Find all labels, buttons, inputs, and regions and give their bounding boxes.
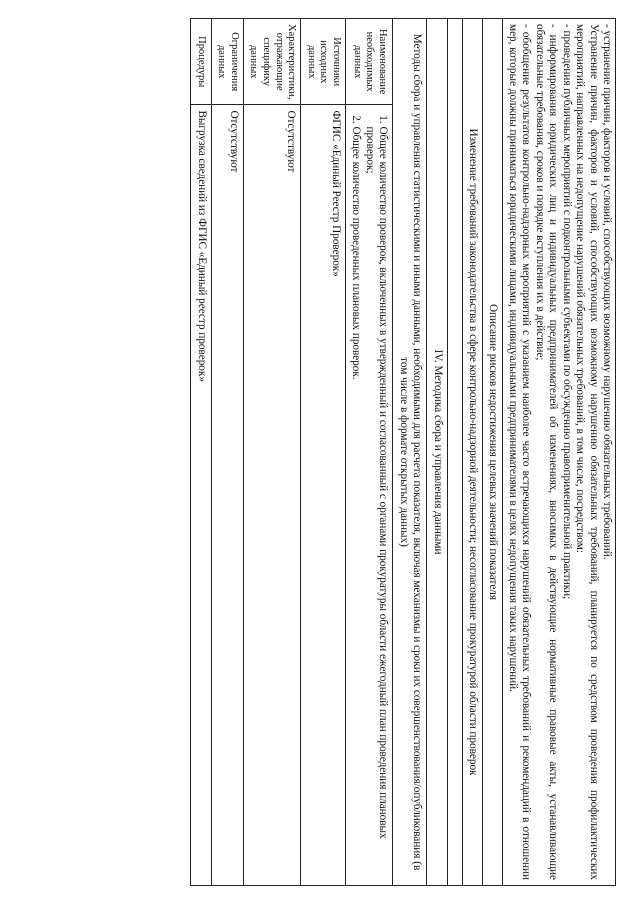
measures-cell <box>503 19 616 886</box>
section4-title: IV. Методика сбора и управления данными <box>427 19 447 886</box>
measures-line: Устранение причин, факторов и условий, способствующих возможному нарушению обязательных требований, планируется по средством проведения профилактических мероприятий, направленных на недопущение нарушений обязательных требований, в том числе, посредством: <box>574 24 600 880</box>
measures-row <box>503 19 616 886</box>
risk-text-row <box>462 19 482 886</box>
data-row-procedures <box>191 19 211 886</box>
section4-title-row <box>427 19 447 886</box>
risk-section-text: Изменение требований законодательства в сфере контрольно-надзорной деятельности; несогласование прокуратурой области проверок <box>462 19 482 886</box>
methodology-table <box>190 18 616 886</box>
row-label: Источники исходных данных <box>301 19 346 105</box>
data-row-limitations <box>211 19 243 886</box>
row-label: Ограничения данных <box>211 19 243 105</box>
row-label: Характеристики, отражающие специфику данных <box>243 19 300 105</box>
data-row-sources <box>301 19 346 886</box>
measures-line: - информирования юридических лиц и индивидуальных предпринимателей об изменениях, вносимых в действующие нормативные правовые акты, устанавливающие обязательные требования, сроков и порядке вступления их в действие; <box>533 24 560 880</box>
row-value: Выгрузка сведений из ФГИС «Единый реестр проверок» <box>191 105 211 886</box>
measures-line: - проведения публичных мероприятий с подконтрольными субъектами по обсуждению правоприменительной практики; <box>560 24 573 600</box>
row-label: Наименование необходимых данных <box>346 19 393 105</box>
methods-title: Методы сбора и управления статистическими и иными данными, необходимыми для расчета показателя, включая механизмы и сроки их совершенствования/опубликования (в том числе в формате открытых данных) <box>393 19 427 886</box>
risk-section-title: Описание рисков недостижения целевых значений показателя <box>483 19 503 886</box>
row-value: Отсутствуют <box>211 105 243 886</box>
list-item: 2. Общее количество проведенных плановых проверок. <box>349 126 362 880</box>
required-data-list <box>349 110 389 880</box>
measures-line: - устранение причин, факторов и условий, способствующих возможному нарушению обязательных требований. <box>601 24 613 560</box>
row-value <box>346 105 393 886</box>
row-label: Процедуры <box>191 19 211 105</box>
data-row-required <box>346 19 393 886</box>
row-value: ФГИС «Единый Реестр Проверок» <box>301 105 346 886</box>
methods-title-row <box>393 19 427 886</box>
measures-line: - обобщение результатов контрольно-надзорных мероприятий с указанием наиболее часто встречающихся нарушений обязательных требований и рекомендаций в отношении мер, которые должны приниматься юридическими лицами, индивидуальными предпринимателями в целях недопущения таких нарушений. <box>506 24 533 880</box>
data-row-characteristics <box>243 19 300 886</box>
spacer-row <box>447 19 462 886</box>
row-value: Отсутствуют <box>243 105 300 886</box>
risk-title-row <box>483 19 503 886</box>
list-item: 1. Общее количество проверок, включенных в утвержденный и согласованный с органами прокуратуры области ежегодный план проведения плановых проверок; <box>362 126 389 880</box>
